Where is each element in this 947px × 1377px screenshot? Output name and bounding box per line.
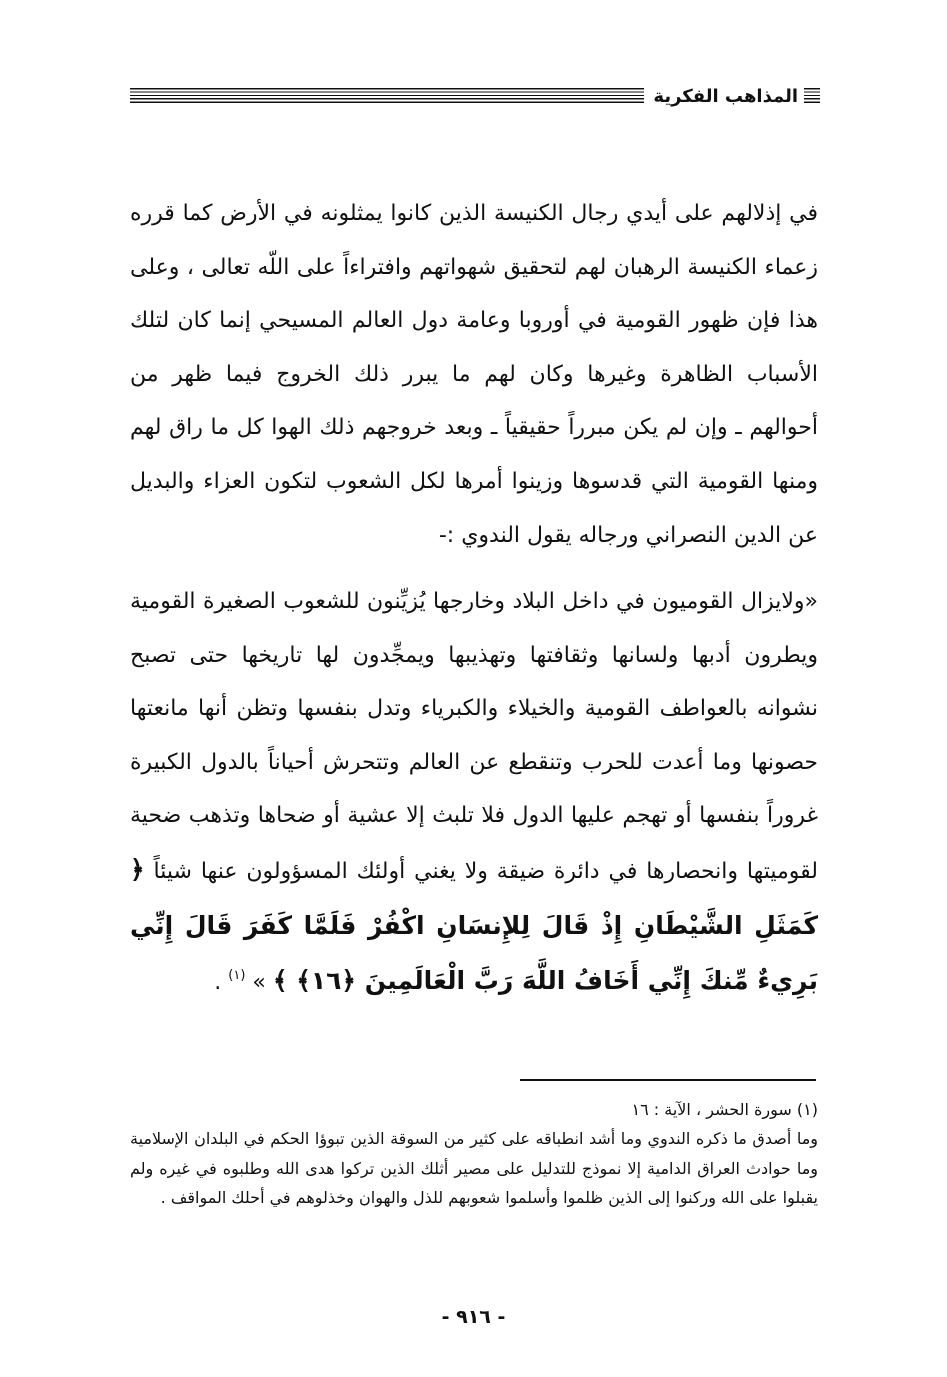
- quote-close: »: [252, 970, 266, 996]
- footnote-2: وما أصدق ما ذكره الندوي وما أشد انطباقه على كثير من السوقة الذين تبوؤا الحكم في البلدان الإسلامية وما حوادث العراق الدامية إلا نموذج للتدليل على مصير أثلك الذين تركوا هدى الله وطلبوه في غيره ولم يقبلوا على الله وركنوا إلى الذين ظلموا وأسلموا شعوبهم للذل والهوان وخذلوهم في أحلك المواقف .: [130, 1129, 818, 1207]
- header-title: المذاهب الفكرية: [653, 86, 798, 107]
- paragraph-2: [130, 575, 818, 1013]
- header-rule-right: [804, 88, 820, 105]
- paragraph-1: في إذلالهم على أيدي رجال الكنيسة الذين كانوا يمثلونه في الأرض كما قرره زعماء الكنيسة الرهبان لهم لتحقيق شهواتهم وافتراءاً على اللّه تعالى ، وعلى هذا فإن ظهور القومية في أوروبا وعامة دول العالم المسيحي إنما كان لتلك الأسباب الظاهرة وغيرها وكان لهم ما يبرر ذلك الخروج فيما ظهر من أحوالهم ـ وإن لم يكن مبرراً حقيقياً ـ وبعد خروجهم ذلك الهوا كل ما راق لهم ومنها القومية التي قدسوها وزينوا أمرها لكل الشعوب لتكون العزاء والبديل عن الدين النصراني ورجاله يقول الندوي :-: [130, 201, 818, 548]
- footnote-1: (١) سورة الحشر ، الآية : ١٦: [631, 1100, 818, 1119]
- footnote-marker: (١): [228, 968, 246, 984]
- quran-verse: ﴿ كَمَثَلِ الشَّيْطَانِ إِذْ قَالَ لِلإِنسَانِ اكْفُرْ فَلَمَّا كَفَرَ قَالَ إِنِّي بَرِيءٌ مِّنكَ إِنِّي أَخَافُ اللَّهَ رَبَّ الْعَالَمِينَ ﴿١٦﴾ ﴾: [130, 854, 818, 996]
- end-dot: .: [214, 970, 222, 996]
- header-rule-left: [130, 88, 644, 105]
- running-header: [130, 84, 820, 110]
- quote-text: «ولايزال القوميون في داخل البلاد وخارجها يُزيِّنون للشعوب الصغيرة القومية ويطرون أدبها ولسانها وثقافتها وتهذيبها ويمجِّدون لها تاريخها حتى تصبح نشوانه بالعواطف القومية والخيلاء والكبرياء وتدل بنفسها وتظن أنها مانعتها حصونها وما أعدت للحرب وتنقطع عن العالم وتتحرش أحياناً بالدول الكبيرة غروراً بنفسها أو تهجم عليها الدول فلا تلبث إلا عشية أو ضحاها وتذهب ضحية لقوميتها وانحصارها في دائرة ضيقة ولا يغني أولئك المسؤولون عنها شيئاً: [130, 589, 818, 884]
- footnote-divider: [520, 1079, 816, 1081]
- page-number: - ٩١٦ -: [441, 1306, 506, 1328]
